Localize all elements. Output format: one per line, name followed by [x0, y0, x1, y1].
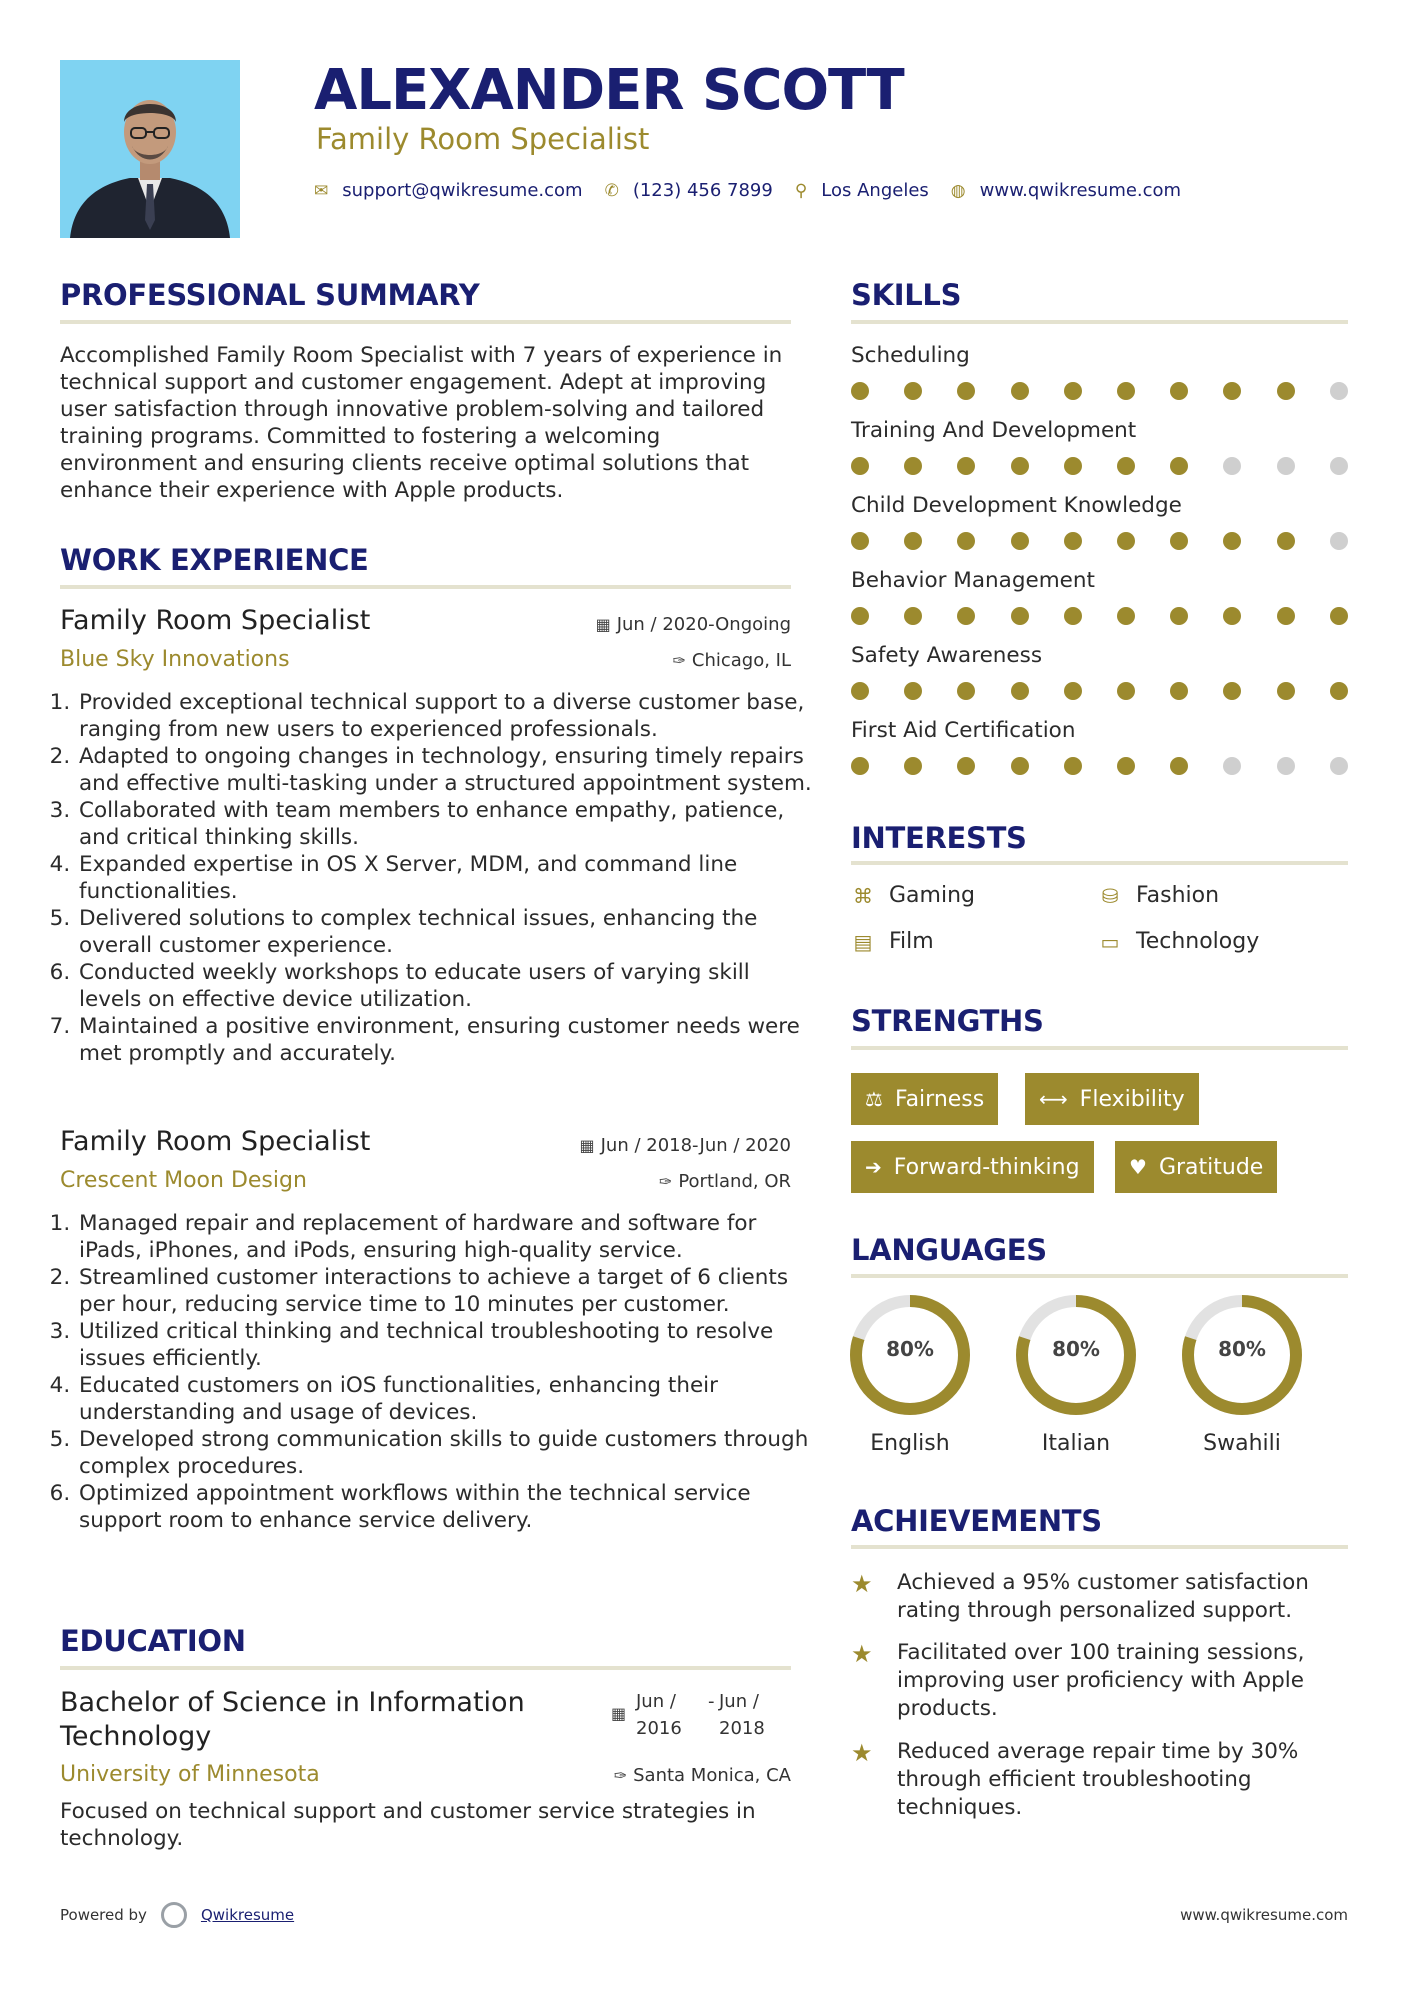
skill-dot-filled — [1064, 382, 1082, 400]
calendar-icon: ▦ — [579, 1136, 595, 1155]
skill-dot-filled — [1277, 382, 1295, 400]
laptop-icon: ▭ — [1100, 929, 1120, 954]
achievement-text: Reduced average repair time by 30% through efficient troubleshooting techniques. — [897, 1739, 1299, 1820]
list-item: 5. Developed strong communication skills to guide customers through complex procedures. — [77, 1426, 812, 1480]
calendar-icon: ▦ — [595, 615, 611, 634]
skill-dot-empty — [1277, 757, 1295, 775]
interest-item — [851, 883, 975, 908]
skill-dot-filled — [851, 457, 869, 475]
footer-site-link[interactable]: www.qwikresume.com — [1180, 1906, 1348, 1924]
interest-item — [1098, 929, 1259, 954]
phone-icon: ✆ — [604, 180, 619, 201]
skill-dot-filled — [957, 532, 975, 550]
job-location — [659, 1171, 791, 1192]
skill-dot-filled — [957, 382, 975, 400]
section-divider — [851, 861, 1348, 865]
skill-dot-filled — [1011, 682, 1029, 700]
list-item: 1. Managed repair and replacement of hardware and software for iPads, iPhones, and iPods, ensuring high-quality service. — [77, 1210, 812, 1264]
skill-dot-filled — [851, 757, 869, 775]
education-text: Focused on technical support and customer service strategies in technology. — [60, 1799, 756, 1851]
edu-end-date: Jun / 2018 — [719, 1691, 765, 1739]
strength-label: Forward-thinking — [893, 1154, 1080, 1180]
language-percent: 80% — [1052, 1337, 1100, 1361]
list-item: 4. Educated customers on iOS functionalities, enhancing their understanding and usage of devices. — [77, 1372, 812, 1426]
arrow-right-icon: ➔ — [865, 1155, 882, 1179]
pushpin-icon: ✑ — [613, 1766, 628, 1785]
candidate-title: Family Room Specialist — [316, 122, 650, 156]
skill-dot-filled — [1330, 607, 1348, 625]
skill-dot-filled — [957, 682, 975, 700]
interest-label: Technology — [1136, 929, 1260, 954]
skill-dot-filled — [957, 607, 975, 625]
skill-name: Training And Development — [851, 418, 1137, 443]
list-item: 1. Provided exceptional technical support to a diverse customer base, ranging from new users to experienced professionals. — [77, 689, 812, 743]
skill-dot-filled — [1011, 757, 1029, 775]
skill-rating — [851, 757, 1351, 777]
list-item: 7. Maintained a positive environment, ensuring customer needs were met promptly and accurately. — [77, 1013, 812, 1067]
achievement-item — [851, 1738, 1331, 1822]
skill-rating — [851, 682, 1351, 702]
powered-by-label: Powered by — [60, 1906, 147, 1924]
strength-chip — [851, 1073, 998, 1125]
skill-dot-filled — [1170, 682, 1188, 700]
skill-name: First Aid Certification — [851, 718, 1076, 743]
strength-label: Gratitude — [1158, 1154, 1264, 1180]
envelope-icon: ✉ — [314, 180, 329, 201]
achievements-heading: ACHIEVEMENTS — [851, 1504, 1102, 1538]
profile-photo — [60, 60, 240, 238]
job-dates-text: Jun / 2018-Jun / 2020 — [600, 1135, 791, 1156]
skill-dot-filled — [904, 682, 922, 700]
skill-dot-filled — [1117, 757, 1135, 775]
skill-dot-empty — [1330, 382, 1348, 400]
section-divider — [60, 1666, 791, 1670]
skill-dot-filled — [851, 382, 869, 400]
skill-dot-filled — [1117, 682, 1135, 700]
skill-name: Scheduling — [851, 343, 970, 368]
skill-dot-filled — [1223, 382, 1241, 400]
section-divider — [851, 1046, 1348, 1050]
achievement-item — [851, 1639, 1331, 1723]
strength-chip — [1115, 1141, 1277, 1193]
school-name: University of Minnesota — [60, 1762, 320, 1787]
section-divider — [60, 320, 791, 324]
list-item: 2. Streamlined customer interactions to achieve a target of 6 clients per hour, reducing service time to 10 minutes per customer. — [77, 1264, 812, 1318]
achievement-text: Achieved a 95% customer satisfaction rating through personalized support. — [897, 1570, 1309, 1623]
job-dates-text: Jun / 2020-Ongoing — [616, 614, 791, 635]
work-heading: WORK EXPERIENCE — [60, 543, 369, 577]
skill-dot-filled — [1011, 607, 1029, 625]
skill-dot-filled — [1170, 757, 1188, 775]
job-location-text: Chicago, IL — [691, 650, 791, 671]
film-icon: ▤ — [853, 929, 873, 954]
achievement-text: Facilitated over 100 training sessions, improving user proficiency with Apple products. — [897, 1640, 1305, 1721]
skill-rating — [851, 457, 1351, 477]
interest-label: Film — [889, 929, 934, 954]
candidate-name: ALEXANDER SCOTT — [314, 58, 904, 123]
list-item: 4. Expanded expertise in OS X Server, MDM, and command line functionalities. — [77, 851, 812, 905]
skill-dot-filled — [1064, 457, 1082, 475]
footer-powered-by — [60, 1902, 294, 1928]
gamepad-icon: ⌘ — [853, 883, 873, 908]
section-divider — [851, 320, 1348, 324]
date-separator: - — [708, 1691, 715, 1712]
strengths-heading: STRENGTHS — [851, 1004, 1044, 1038]
language-percent: 80% — [886, 1337, 934, 1361]
skill-dot-filled — [1011, 382, 1029, 400]
skill-name: Child Development Knowledge — [851, 493, 1182, 518]
summary-text: Accomplished Family Room Specialist with 7 years of experience in technical support and customer engagement. Adept at improving user satisfaction through innovative problem-solving and tailored training programs. Committed to fostering a welcoming environment and ensuring clients receive optimal solutions that enhance their experience with Apple products. — [60, 343, 783, 503]
pushpin-icon: ✑ — [658, 1172, 673, 1191]
skill-dot-filled — [904, 382, 922, 400]
job-bullets — [53, 689, 812, 1067]
job-location — [672, 650, 791, 671]
star-icon: ★ — [851, 1739, 873, 1767]
skill-dot-filled — [1277, 607, 1295, 625]
job-company: Crescent Moon Design — [60, 1168, 307, 1193]
skill-rating — [851, 607, 1351, 627]
skill-dot-filled — [904, 757, 922, 775]
skill-dot-filled — [904, 532, 922, 550]
edu-start-date: Jun / 2016 — [636, 1691, 682, 1739]
map-pin-icon: ⚲ — [794, 180, 808, 201]
skill-dot-filled — [904, 607, 922, 625]
interest-item — [1098, 883, 1219, 908]
job-dates — [596, 614, 791, 635]
interest-label: Gaming — [889, 883, 975, 908]
contact-phone[interactable]: (123) 456 7899 — [632, 180, 773, 201]
skill-dot-filled — [1170, 382, 1188, 400]
language-percent: 80% — [1218, 1337, 1266, 1361]
skill-dot-filled — [1330, 682, 1348, 700]
strength-chip — [1025, 1073, 1199, 1125]
skill-dot-filled — [1011, 532, 1029, 550]
skill-dot-filled — [1064, 607, 1082, 625]
job-bullets — [53, 1210, 812, 1534]
skills-heading: SKILLS — [851, 278, 962, 312]
section-divider — [851, 1545, 1348, 1549]
qwikresume-logo-icon — [161, 1902, 187, 1928]
job-title: Family Room Specialist — [60, 605, 371, 636]
list-item: 3. Utilized critical thinking and technical troubleshooting to resolve issues efficiently. — [77, 1318, 812, 1372]
skill-dot-filled — [851, 682, 869, 700]
interest-item — [851, 929, 934, 954]
section-divider — [60, 585, 791, 589]
skill-dot-filled — [1117, 532, 1135, 550]
education-heading: EDUCATION — [60, 1624, 246, 1658]
skill-dot-filled — [1170, 607, 1188, 625]
job-title: Family Room Specialist — [60, 1126, 371, 1157]
language-name: English — [870, 1431, 950, 1456]
portrait-illustration — [60, 60, 240, 238]
skill-dot-filled — [1223, 607, 1241, 625]
skill-dot-filled — [1223, 682, 1241, 700]
skill-name: Safety Awareness — [851, 643, 1043, 668]
contact-bar — [314, 180, 1203, 201]
skill-dot-filled — [957, 757, 975, 775]
interests-heading: INTERESTS — [851, 821, 1027, 855]
skill-dot-empty — [1277, 457, 1295, 475]
strength-label: Flexibility — [1079, 1086, 1185, 1112]
skill-dot-filled — [904, 457, 922, 475]
job-dates — [579, 1135, 791, 1156]
pushpin-icon: ✑ — [672, 651, 686, 670]
language-item — [1180, 1293, 1304, 1456]
list-item: 6. Conducted weekly workshops to educate users of varying skill levels on effective device utilization. — [77, 959, 812, 1013]
heart-icon: ♥ — [1129, 1155, 1147, 1179]
arrows-horizontal-icon: ⟷ — [1039, 1087, 1068, 1111]
skill-rating — [851, 532, 1351, 552]
skill-rating — [851, 382, 1351, 402]
skill-dot-empty — [1330, 532, 1348, 550]
list-item: 5. Delivered solutions to complex technical issues, enhancing the overall customer experience. — [77, 905, 812, 959]
skill-dot-filled — [1170, 457, 1188, 475]
languages-heading: LANGUAGES — [851, 1233, 1047, 1267]
brand-link[interactable]: Qwikresume — [200, 1906, 295, 1924]
skill-dot-filled — [957, 457, 975, 475]
skill-dot-filled — [851, 532, 869, 550]
job-location-text: Portland, OR — [678, 1171, 791, 1192]
skill-dot-filled — [851, 607, 869, 625]
globe-icon: ◍ — [950, 180, 966, 201]
interest-label: Fashion — [1136, 883, 1220, 908]
language-name: Italian — [1041, 1431, 1111, 1456]
edu-location — [614, 1765, 791, 1786]
language-item — [848, 1293, 972, 1456]
skill-dot-filled — [1064, 682, 1082, 700]
strength-chip — [851, 1141, 1094, 1193]
list-item: 6. Optimized appointment workflows within the technical service support room to enhance service delivery. — [77, 1480, 812, 1534]
skill-dot-filled — [1277, 682, 1295, 700]
contact-email[interactable]: support@qwikresume.com — [342, 180, 583, 201]
skill-dot-filled — [1170, 532, 1188, 550]
skill-name: Behavior Management — [851, 568, 1095, 593]
language-item — [1014, 1293, 1138, 1456]
achievement-item — [851, 1569, 1331, 1625]
balance-scale-icon: ⚖ — [865, 1087, 883, 1111]
skill-dot-empty — [1223, 757, 1241, 775]
skill-dot-empty — [1330, 457, 1348, 475]
skill-dot-filled — [1064, 757, 1082, 775]
calendar-icon: ▦ — [611, 1704, 627, 1723]
contact-website[interactable]: www.qwikresume.com — [979, 180, 1182, 201]
skill-dot-filled — [1117, 457, 1135, 475]
skill-dot-filled — [1223, 532, 1241, 550]
list-item: 3. Collaborated with team members to enhance empathy, patience, and critical thinking skills. — [77, 797, 812, 851]
edu-location-text: Santa Monica, CA — [633, 1765, 791, 1786]
contact-location: Los Angeles — [821, 180, 929, 201]
strength-label: Fairness — [894, 1086, 985, 1112]
language-name: Swahili — [1203, 1431, 1281, 1456]
shopping-bag-icon: ⛁ — [1101, 883, 1119, 908]
skill-dot-filled — [1277, 532, 1295, 550]
skill-dot-filled — [1064, 532, 1082, 550]
star-icon: ★ — [851, 1570, 873, 1598]
skill-dot-empty — [1223, 457, 1241, 475]
skill-dot-filled — [1117, 607, 1135, 625]
skill-dot-filled — [1117, 382, 1135, 400]
list-item: 2. Adapted to ongoing changes in technology, ensuring timely repairs and effective multi-tasking under a structured appointment system. — [77, 743, 812, 797]
star-icon: ★ — [851, 1640, 873, 1668]
section-divider — [851, 1274, 1348, 1278]
degree-title: Bachelor of Science in Information Technology — [60, 1687, 525, 1752]
job-company: Blue Sky Innovations — [60, 647, 290, 672]
skill-dot-empty — [1330, 757, 1348, 775]
skill-dot-filled — [1011, 457, 1029, 475]
summary-heading: PROFESSIONAL SUMMARY — [60, 278, 480, 312]
